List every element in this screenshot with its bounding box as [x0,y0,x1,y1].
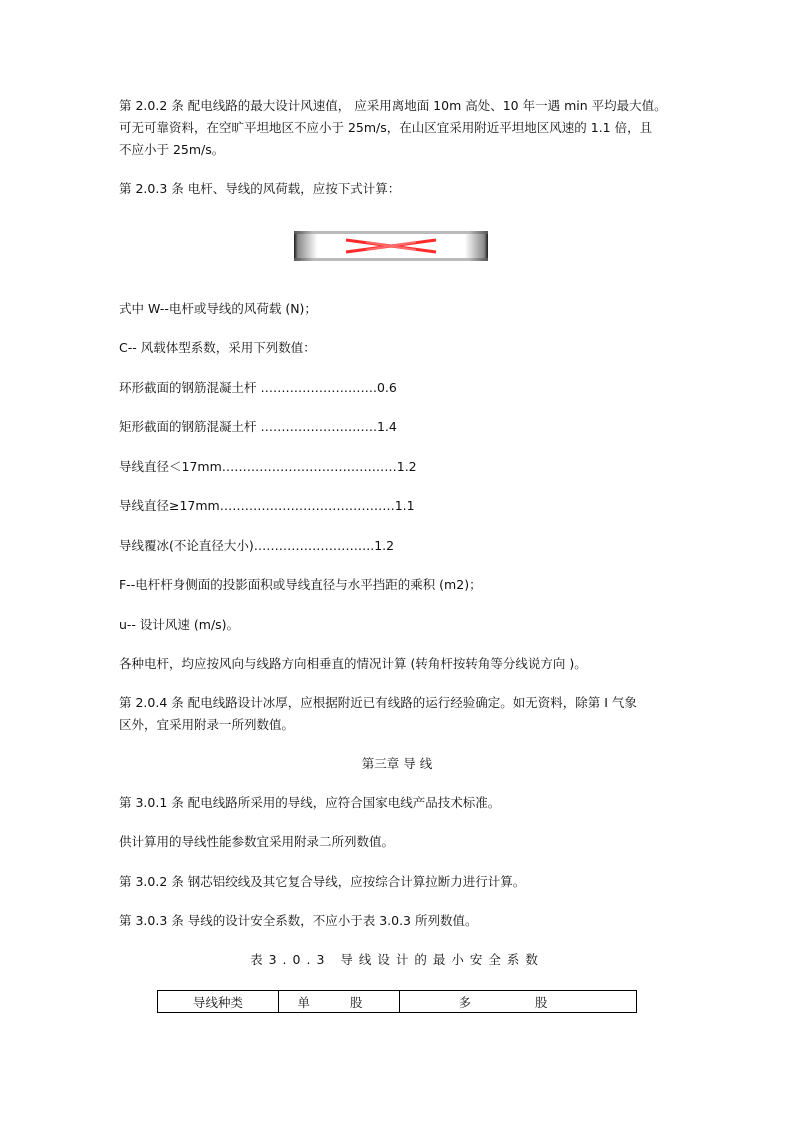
article-2-0-4-line-1: 第 2.0.4 条 配电线路设计冰厚，应根据附近已有线路的运行经验确定。如无资料，除第 I 气象 [119,695,637,710]
article-3-0-3: 第 3.0.3 条 导线的设计安全系数，不应小于表 3.0.3 所列数值。 [119,913,478,928]
table-header-cell: 单 股 [279,991,400,1013]
formula-placeholder-icon [294,231,488,261]
coefficient-row: 导线直径≥17mm……………………………………1.1 [119,498,415,513]
symbol-w: 式中 W--电杆或导线的风荷载 (N)； [119,301,317,316]
calc-parameters-note: 供计算用的导线性能参数宜采用附录二所列数值。 [119,834,395,849]
symbol-u: u-- 设计风速 (m/s)。 [119,617,240,632]
safety-factor-table [157,990,637,1013]
table-title: 表3.0.3 导线设计的最小安全系数 [250,952,544,967]
article-3-0-1: 第 3.0.1 条 配电线路所采用的导线，应符合国家电线产品技术标准。 [119,795,501,810]
article-2-0-4-line-2: 区外，宜采用附录一所列数值。 [119,717,295,732]
article-2-0-3: 第 2.0.3 条 电杆、导线的风荷载，应按下式计算： [119,181,401,196]
coefficient-row: 环形截面的钢筋混凝土杆 ……………………….0.6 [119,380,397,395]
symbol-c: C-- 风载体型系数，采用下列数值： [119,340,316,355]
table-header-cell: 导线种类 [158,991,279,1013]
article-2-0-2-line-2: 可无可靠资料，在空旷平坦地区不应小于 25m/s，在山区宜采用附近平坦地区风速的 1.1 倍，且 [119,120,653,135]
table-header-row [158,991,637,1013]
symbol-f: F--电杆杆身侧面的投影面积或导线直径与水平挡距的乘积 (m2)； [119,577,482,592]
chapter-title: 第三章 导 线 [361,756,433,771]
article-2-0-2-line-1: 第 2.0.2 条 配电线路的最大设计风速值， 应采用离地面 10m 高处、10 年一遇 min 平均最大值。 [119,98,667,113]
article-3-0-2: 第 3.0.2 条 钢芯铝绞线及其它复合导线，应按综合计算拉断力进行计算。 [119,874,526,889]
table-header-cell: 多 股 [400,991,637,1013]
coefficient-row: 导线直径＜17mm……………………………………1.2 [119,459,417,474]
coefficient-row: 导线覆冰(不论直径大小)………………………..1.2 [119,538,395,553]
coefficient-row: 矩形截面的钢筋混凝土杆 ……………………….1.4 [119,419,397,434]
article-2-0-2-line-3: 不应小于 25m/s。 [119,142,225,157]
calculation-note: 各种电杆，均应按风向与线路方向相垂直的情况计算 (转角杆按转角等分线说方向 )。 [119,656,587,671]
